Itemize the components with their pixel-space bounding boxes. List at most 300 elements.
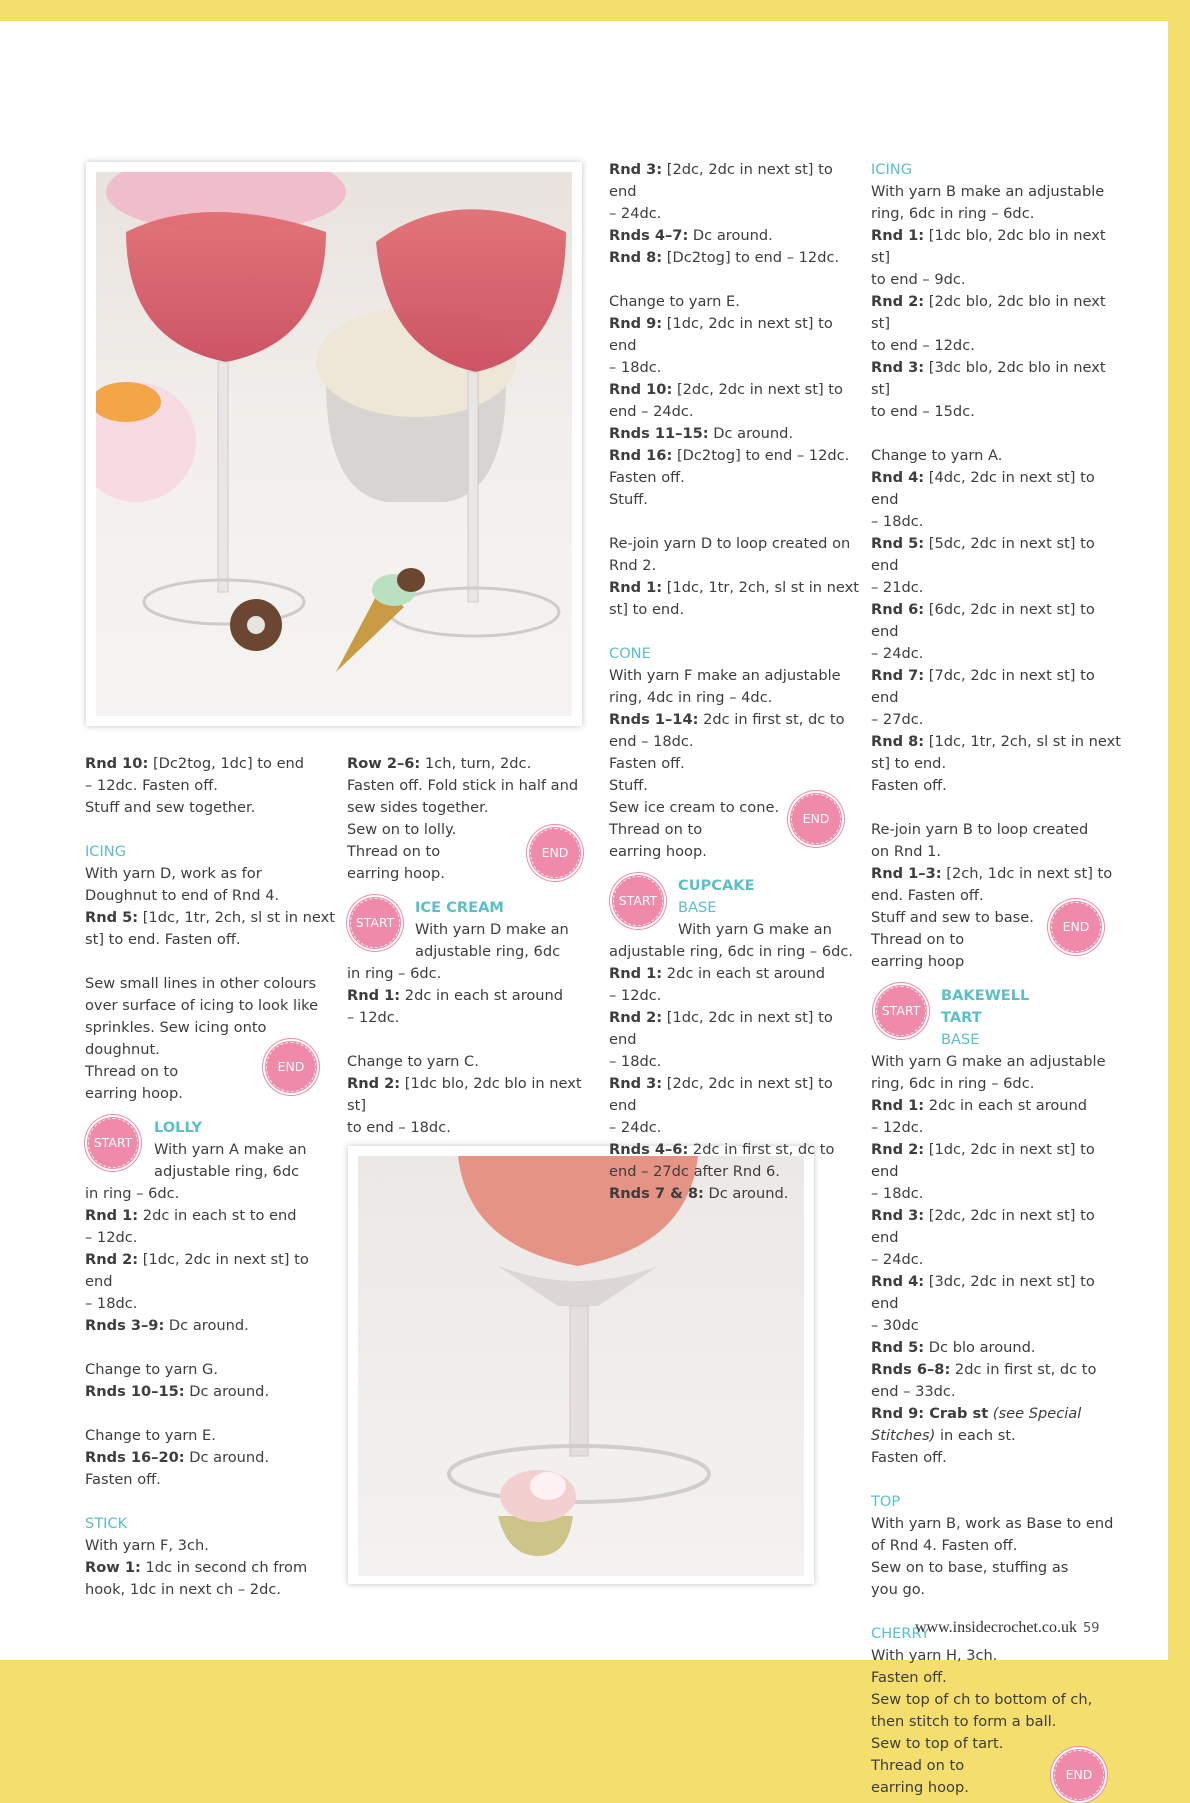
text-line — [609, 941, 859, 963]
step-text: 2dc in first st, dc to — [950, 1361, 1097, 1378]
step-label: Rnd 1: — [871, 1097, 925, 1114]
step-text: Fasten off. — [871, 1669, 947, 1686]
text-line — [347, 1007, 597, 1029]
text-line — [871, 775, 1121, 797]
step-text: earring hoop. — [85, 1085, 183, 1102]
step-label: Rnd 2: — [871, 1141, 925, 1158]
text-line — [85, 1315, 335, 1337]
step-text: Dc around. — [708, 425, 794, 442]
step-text: [1dc, 1tr, 2ch, sl st in next — [924, 733, 1121, 750]
page-footer — [915, 1619, 1100, 1637]
step-text: [1dc blo, 2dc blo in next st] — [347, 1075, 582, 1114]
text-line — [871, 1183, 1121, 1205]
step-label: Rnds 4–6: — [609, 1141, 689, 1158]
step-text: Rnd 2. — [609, 557, 657, 574]
step-label: Rnd 3: — [871, 359, 925, 376]
text-line — [609, 753, 859, 775]
step-text: Sew small lines in other colours — [85, 975, 317, 992]
step-text: – 18dc. — [609, 1053, 662, 1070]
step-text: With yarn F make an adjustable — [609, 667, 841, 684]
bakewell-heading-2: TART — [941, 1009, 982, 1026]
step-text: [1dc, 1tr, 2ch, sl st in next — [138, 909, 335, 926]
cupcake-base-subheading: BASE — [678, 899, 717, 916]
step-text: to end – 9dc. — [871, 271, 966, 288]
text-line — [871, 753, 1121, 775]
step-text: end – 24dc. — [609, 403, 694, 420]
text-line — [871, 951, 1121, 973]
step-text: sprinkles. Sew icing onto — [85, 1019, 267, 1036]
step-label: Rnd 2: — [609, 1009, 663, 1026]
step-label: Rnd 5: — [871, 1339, 925, 1356]
step-text: doughnut. — [85, 1041, 160, 1058]
text-line — [85, 995, 335, 1017]
text-line — [871, 335, 1121, 357]
text-line — [609, 1183, 859, 1205]
cupcake-icing-heading: ICING — [871, 161, 913, 178]
step-text: end – 27dc after Rnd 6. — [609, 1163, 780, 1180]
step-text: 2dc in first st, dc to — [688, 1141, 835, 1158]
bakewell-heading-1: BAKEWELL — [941, 987, 1030, 1004]
text-line — [85, 907, 335, 929]
cherry-heading: CHERRY — [871, 1625, 930, 1642]
step-text: With yarn B make an adjustable — [871, 183, 1105, 200]
text-line — [871, 819, 1121, 841]
step-label: Rnd 9: Crab st — [871, 1405, 989, 1422]
text-line — [871, 269, 1121, 291]
cupcake-instructions — [609, 941, 859, 1205]
step-text: in each st. — [935, 1427, 1016, 1444]
text-line — [871, 291, 1121, 335]
step-text: [3dc blo, 2dc blo in next st] — [871, 359, 1106, 398]
text-line — [609, 1161, 859, 1183]
text-line — [609, 467, 859, 489]
text-line — [85, 863, 335, 885]
text-line — [609, 357, 859, 379]
step-label: Rnd 16: — [609, 447, 673, 464]
lolly-instructions-3 — [85, 1425, 335, 1491]
text-line — [609, 423, 859, 445]
step-text: st] to end. Fasten off. — [85, 931, 241, 948]
text-line — [85, 1535, 335, 1557]
text-line — [871, 1579, 1121, 1601]
lolly-instructions — [85, 1183, 335, 1337]
step-label: Rnds 4–7: — [609, 227, 689, 244]
text-line — [871, 1249, 1121, 1271]
step-label: Rnds 16–20: — [85, 1449, 185, 1466]
step-text: – 12dc. — [85, 1229, 138, 1246]
step-text: Dc around. — [703, 1185, 789, 1202]
step-text: [3dc, 2dc in next st] to end — [871, 1273, 1095, 1312]
icecream-cont-3 — [609, 533, 859, 621]
text-line — [871, 1359, 1121, 1381]
text-line — [871, 1689, 1121, 1711]
step-text: over surface of icing to look like — [85, 997, 319, 1014]
step-text: Dc blo around. — [924, 1339, 1036, 1356]
text-line — [871, 665, 1121, 709]
step-text: to end – 12dc. — [871, 337, 975, 354]
text-line — [871, 1513, 1121, 1535]
step-text: – 18dc. — [871, 1185, 924, 1202]
lolly-block — [85, 1117, 335, 1337]
end-badge: END — [1048, 899, 1104, 955]
step-text: on Rnd 1. — [871, 843, 942, 860]
text-line — [85, 1227, 335, 1249]
step-text: – 21dc. — [871, 579, 924, 596]
column-3 — [609, 159, 859, 1205]
step-text: – 12dc. Fasten off. — [85, 777, 218, 794]
step-text: Sew on to lolly. — [347, 821, 457, 838]
step-text: then stitch to form a ball. — [871, 1713, 1057, 1730]
step-text: Fasten off. — [85, 1471, 161, 1488]
step-label: Rnds 6–8: — [871, 1361, 951, 1378]
step-text: Dc around. — [184, 1383, 270, 1400]
text-line — [871, 1073, 1121, 1095]
step-text: st] to end. — [609, 601, 685, 618]
italic-text: Stitches) — [871, 1427, 936, 1444]
step-text: Fasten off. — [609, 755, 685, 772]
cupcake-intro: With yarn G make an — [678, 921, 832, 938]
step-text: [1dc, 2dc in next st] to end — [609, 315, 833, 354]
text-line — [871, 1447, 1121, 1469]
step-text: Dc around. — [164, 1317, 249, 1334]
website-url: www.insidecrochet.co.uk — [915, 1619, 1078, 1636]
text-line — [609, 731, 859, 753]
step-text: – 24dc. — [871, 1251, 924, 1268]
text-line — [871, 181, 1121, 203]
column-1 — [85, 753, 335, 1601]
step-label: Rnd 9: — [609, 315, 663, 332]
text-line — [871, 225, 1121, 269]
step-label: Rnd 10: — [85, 755, 149, 772]
text-line — [871, 1051, 1121, 1073]
text-line — [871, 709, 1121, 731]
text-line — [871, 1095, 1121, 1117]
step-text: Stuff and sew to base. — [871, 909, 1034, 926]
text-line — [871, 841, 1121, 863]
step-label: Rnd 6: — [871, 601, 925, 618]
sprinkles-block — [85, 973, 335, 1105]
end-badge: END — [263, 1039, 319, 1095]
step-text: Sew to top of tart. — [871, 1735, 1004, 1752]
text-line — [609, 709, 859, 731]
step-label: Rnd 2: — [871, 293, 925, 310]
text-line — [609, 225, 859, 247]
step-text: to end – 18dc. — [347, 1119, 451, 1136]
bakewell-base-subheading: BASE — [941, 1031, 980, 1048]
text-line — [871, 731, 1121, 753]
icecream-block — [347, 897, 597, 1029]
text-line — [85, 1205, 335, 1227]
text-line — [871, 1381, 1121, 1403]
italic-text: (see Special — [988, 1405, 1082, 1422]
step-label: Rnd 7: — [871, 667, 925, 684]
step-text: – 18dc. — [85, 1295, 138, 1312]
text-line — [347, 753, 597, 775]
text-line — [871, 533, 1121, 577]
text-line — [871, 577, 1121, 599]
step-text: [Dc2tog] to end – 12dc. — [672, 447, 850, 464]
step-text: With yarn D, work as for — [85, 865, 262, 882]
text-line — [871, 599, 1121, 643]
photo-wine-glasses — [96, 172, 572, 716]
step-label: Rnd 4: — [871, 1273, 925, 1290]
step-text: – 30dc — [871, 1317, 919, 1334]
step-text: Change to yarn G. — [85, 1361, 218, 1378]
text-line — [871, 1535, 1121, 1557]
cone-block — [609, 665, 859, 863]
text-line — [871, 1315, 1121, 1337]
step-text: – 27dc. — [871, 711, 924, 728]
step-text: [1dc, 2dc in next st] to end — [871, 1141, 1095, 1180]
step-text: adjustable ring, 6dc in ring – 6dc. — [609, 943, 854, 960]
icing-heading: ICING — [85, 843, 127, 860]
step-text: – 12dc. — [871, 1119, 924, 1136]
step-text: – 12dc. — [347, 1009, 400, 1026]
step-text: Sew on to base, stuffing as — [871, 1559, 1069, 1576]
step-label: Rnd 1: — [871, 227, 925, 244]
step-label: Row 2–6: — [347, 755, 421, 772]
text-line — [609, 489, 859, 511]
stick-heading: STICK — [85, 1515, 128, 1532]
text-line — [871, 1117, 1121, 1139]
text-line — [85, 1557, 335, 1579]
text-line — [85, 1447, 335, 1469]
step-label: Rnds 1–14: — [609, 711, 699, 728]
step-label: Rnd 1: — [347, 987, 401, 1004]
text-line — [871, 863, 1121, 885]
text-line — [609, 247, 859, 269]
icing-instructions — [85, 863, 335, 951]
step-text: end. Fasten off. — [871, 887, 984, 904]
text-line — [871, 1667, 1121, 1689]
step-text: of Rnd 4. Fasten off. — [871, 1537, 1018, 1554]
end-badge: END — [527, 825, 583, 881]
bakewell-block — [871, 985, 1121, 1469]
step-label: Rnd 10: — [609, 381, 673, 398]
text-line — [871, 1139, 1121, 1183]
start-badge: START — [85, 1115, 141, 1171]
step-text: earring hoop. — [347, 865, 445, 882]
lolly-instructions-2 — [85, 1359, 335, 1403]
text-line — [871, 1557, 1121, 1579]
step-label: Rnd 1: — [85, 1207, 139, 1224]
top-heading: TOP — [871, 1493, 901, 1510]
text-line — [85, 797, 335, 819]
step-text: end – 33dc. — [871, 1383, 956, 1400]
cupcake-icing-instructions — [871, 181, 1121, 423]
step-text: 2dc in each st to end — [138, 1207, 297, 1224]
cone-heading: CONE — [609, 645, 651, 662]
step-text: Stuff and sew together. — [85, 799, 256, 816]
step-text: [2dc, 2dc in next st] to end — [609, 161, 833, 200]
cherry-block — [871, 1645, 1121, 1799]
step-text: Change to yarn C. — [347, 1053, 479, 1070]
step-text: [5dc, 2dc in next st] to end — [871, 535, 1095, 574]
text-line — [85, 753, 335, 775]
step-text: Dc around. — [184, 1449, 270, 1466]
step-label: Rnd 8: — [871, 733, 925, 750]
text-line — [347, 1073, 597, 1117]
text-line — [871, 203, 1121, 225]
text-line — [85, 775, 335, 797]
top-instructions — [871, 1513, 1121, 1601]
step-text: Thread on to — [609, 821, 703, 838]
step-text: With yarn F, 3ch. — [85, 1537, 209, 1554]
step-text: Doughnut to end of Rnd 4. — [85, 887, 280, 904]
step-label: Rnd 3: — [609, 161, 663, 178]
step-text: Stuff. — [609, 491, 648, 508]
text-line — [85, 1381, 335, 1403]
step-text: ring, 6dc in ring – 6dc. — [871, 205, 1035, 222]
step-text: Thread on to — [347, 843, 441, 860]
step-text: [6dc, 2dc in next st] to end — [871, 601, 1095, 640]
step-text: – 24dc. — [871, 645, 924, 662]
text-line — [609, 665, 859, 687]
text-line — [871, 445, 1121, 467]
step-text: Sew top of ch to bottom of ch, — [871, 1691, 1093, 1708]
step-text: [2dc blo, 2dc blo in next st] — [871, 293, 1106, 332]
step-label: Rnd 4: — [871, 469, 925, 486]
text-line — [609, 985, 859, 1007]
photo-cupcake-glass-frame — [348, 1146, 814, 1584]
lolly-intro-1: With yarn A make an — [154, 1141, 307, 1158]
step-text: With yarn H, 3ch. — [871, 1647, 998, 1664]
step-text: 2dc in each st around — [662, 965, 826, 982]
icecream-cont-1 — [609, 159, 859, 269]
step-text: Fasten off. — [871, 777, 947, 794]
text-line — [871, 511, 1121, 533]
text-line — [347, 797, 597, 819]
text-line — [85, 1293, 335, 1315]
step-text: [2ch, 1dc in next st] to — [941, 865, 1113, 882]
step-label: Rnd 8: — [609, 249, 663, 266]
step-text: sew sides together. — [347, 799, 489, 816]
text-line — [85, 1425, 335, 1447]
text-line — [609, 577, 859, 599]
icecream-intro-1: With yarn D make an — [415, 921, 569, 938]
step-text: Dc around. — [688, 227, 773, 244]
text-line — [85, 1249, 335, 1293]
text-line — [871, 401, 1121, 423]
text-line — [609, 445, 859, 467]
step-text: [1dc blo, 2dc blo in next st] — [871, 227, 1106, 266]
text-line — [871, 1337, 1121, 1359]
text-line — [871, 1403, 1121, 1425]
step-text: 1ch, turn, 2dc. — [420, 755, 532, 772]
step-text: Fasten off. — [609, 469, 685, 486]
text-line — [609, 1007, 859, 1051]
step-text: Sew ice cream to cone. — [609, 799, 780, 816]
step-label: Rnds 10–15: — [85, 1383, 185, 1400]
step-text: 2dc in each st around — [924, 1097, 1088, 1114]
text-line — [347, 963, 597, 985]
step-text: Change to yarn E. — [85, 1427, 216, 1444]
step-text: earring hoop. — [609, 843, 707, 860]
icecream-cont-2 — [609, 291, 859, 511]
text-line — [609, 1139, 859, 1161]
icecream-instructions-2 — [347, 1051, 597, 1139]
start-badge: START — [873, 983, 929, 1039]
step-text: in ring – 6dc. — [347, 965, 442, 982]
step-text: – 18dc. — [609, 359, 662, 376]
step-text: [Dc2tog, 1dc] to end — [148, 755, 305, 772]
text-line — [871, 643, 1121, 665]
step-text: 1dc in second ch from — [140, 1559, 308, 1576]
step-text: Thread on to — [871, 1757, 965, 1774]
page-number: 59 — [1083, 1621, 1100, 1636]
text-line — [871, 1645, 1121, 1667]
doughnut-end-text — [85, 753, 335, 819]
text-line — [871, 1711, 1121, 1733]
step-text: Fasten off. — [871, 1449, 947, 1466]
text-line — [871, 357, 1121, 401]
text-line — [85, 885, 335, 907]
lolly-intro-2: adjustable ring, 6dc — [154, 1163, 300, 1180]
cupcake-icing-block-3 — [871, 819, 1121, 973]
text-line — [609, 599, 859, 621]
step-text: [1dc, 1tr, 2ch, sl st in next — [662, 579, 859, 596]
text-line — [871, 467, 1121, 511]
text-line — [85, 1359, 335, 1381]
step-label: Rnd 2: — [85, 1251, 139, 1268]
text-line — [85, 1183, 335, 1205]
step-text: [Dc2tog] to end – 12dc. — [662, 249, 840, 266]
text-line — [85, 1579, 335, 1601]
text-line — [85, 1017, 335, 1039]
bakewell-instructions — [871, 1051, 1121, 1469]
text-line — [347, 1051, 597, 1073]
text-line — [609, 159, 859, 203]
text-line — [609, 533, 859, 555]
end-badge: END — [1051, 1747, 1107, 1803]
step-text: With yarn G make an adjustable — [871, 1053, 1106, 1070]
text-line — [609, 313, 859, 357]
text-line — [347, 775, 597, 797]
cupcake-icing-instructions-2 — [871, 445, 1121, 797]
text-line — [609, 291, 859, 313]
column-4 — [871, 159, 1121, 1799]
step-label: Rnd 1: — [609, 579, 663, 596]
step-text: earring hoop. — [871, 1779, 969, 1796]
step-text: 2dc in first st, dc to — [698, 711, 845, 728]
step-text: to end – 15dc. — [871, 403, 975, 420]
text-line — [609, 203, 859, 225]
step-label: Rnds 3–9: — [85, 1317, 165, 1334]
text-line — [85, 1469, 335, 1491]
step-text: you go. — [871, 1581, 926, 1598]
text-line — [609, 1051, 859, 1073]
text-line — [609, 687, 859, 709]
step-label: Row 1: — [85, 1559, 141, 1576]
stick-end-block — [347, 753, 597, 885]
step-text: – 18dc. — [871, 513, 924, 530]
step-label: Rnd 2: — [347, 1075, 401, 1092]
lolly-heading: LOLLY — [154, 1119, 203, 1136]
photo-cupcake-glass — [358, 1156, 804, 1576]
step-text: end – 18dc. — [609, 733, 694, 750]
step-label: Rnd 1: — [609, 965, 663, 982]
step-label: Rnd 3: — [609, 1075, 663, 1092]
step-text: Thread on to — [85, 1063, 179, 1080]
icecream-heading: ICE CREAM — [415, 899, 504, 916]
step-text: ring, 6dc in ring – 6dc. — [871, 1075, 1035, 1092]
text-line — [609, 963, 859, 985]
step-text: hook, 1dc in next ch – 2dc. — [85, 1581, 282, 1598]
step-text: [1dc, 2dc in next st] to end — [609, 1009, 833, 1048]
step-text: [7dc, 2dc in next st] to end — [871, 667, 1095, 706]
start-badge: START — [347, 895, 403, 951]
step-text: [2dc, 2dc in next st] to end — [871, 1207, 1095, 1246]
